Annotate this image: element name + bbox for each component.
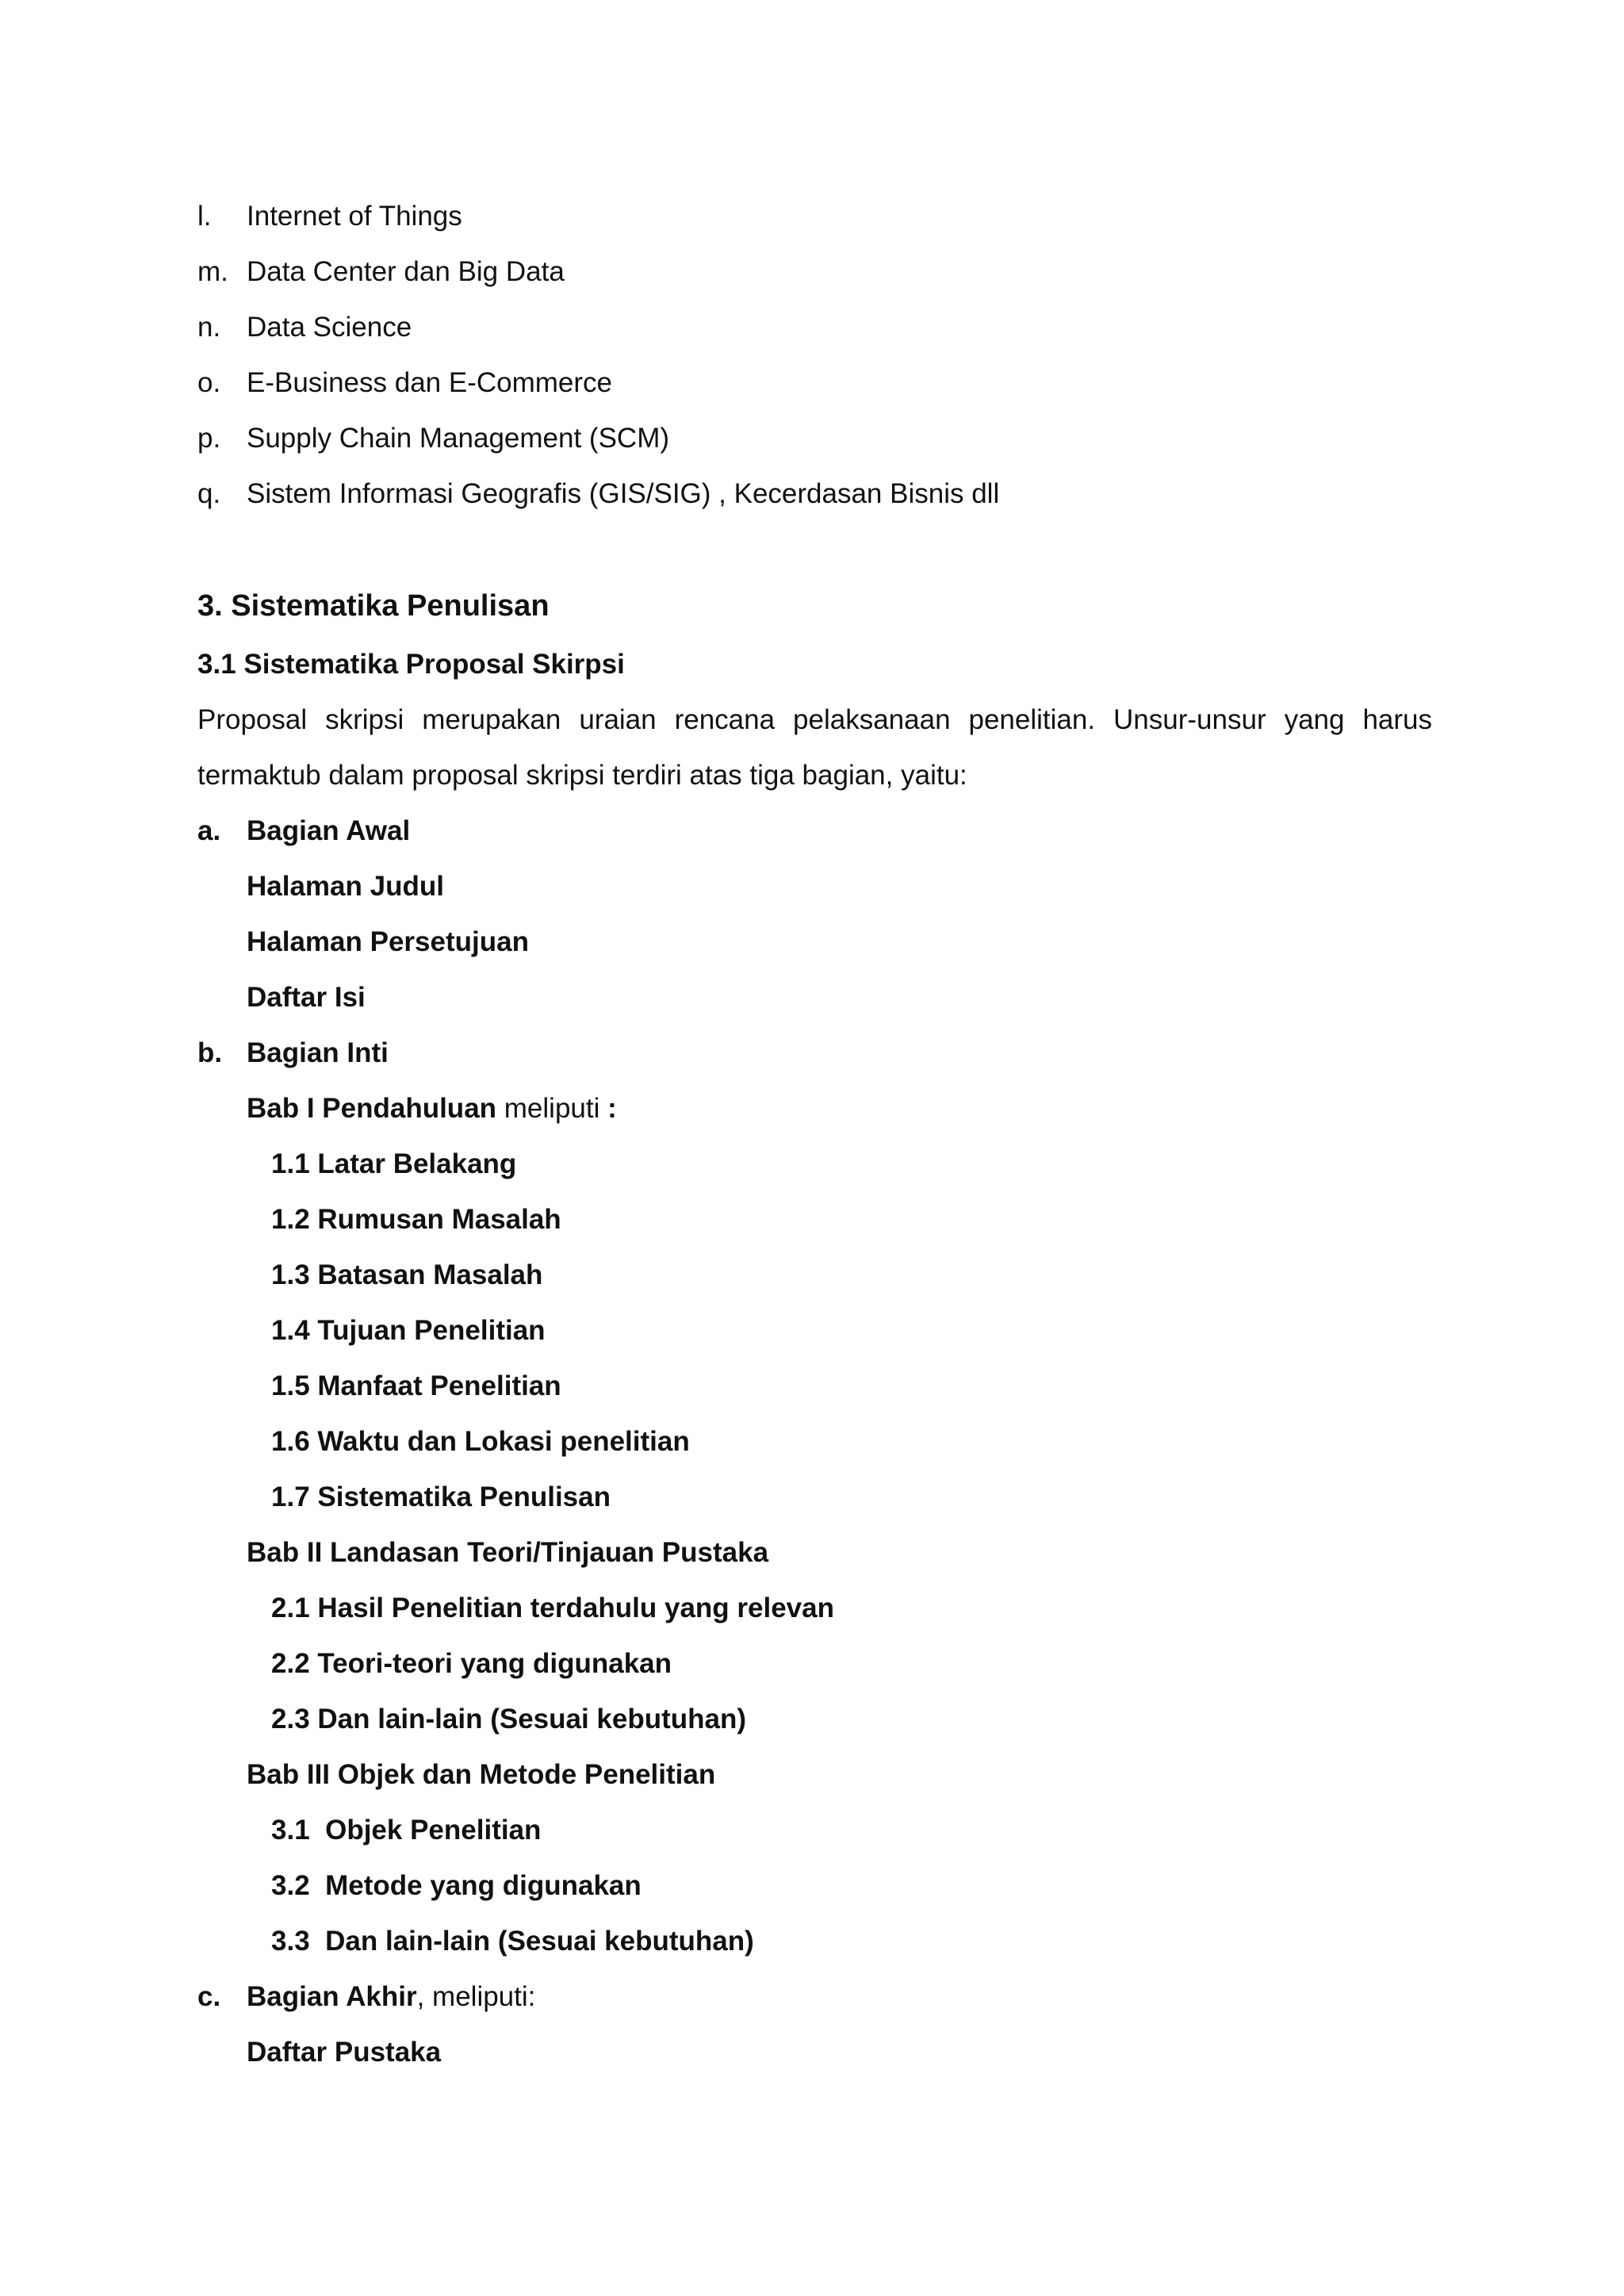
intro-paragraph-line: termaktub dalam proposal skripsi terdiri atas tiga bagian, yaitu: bbox=[197, 760, 967, 791]
list-marker: p. bbox=[197, 423, 221, 454]
list-marker: q. bbox=[197, 478, 221, 509]
subitem-text: 2.2 Teori-teori yang digunakan bbox=[271, 1648, 672, 1679]
subitem-text: 1.6 Waktu dan Lokasi penelitian bbox=[271, 1426, 690, 1457]
list-marker: o. bbox=[197, 367, 221, 398]
subitem-text: 1.1 Latar Belakang bbox=[271, 1148, 517, 1179]
chapter-title: Bab II Landasan Teori/Tinjauan Pustaka bbox=[247, 1537, 769, 1568]
chapter-colon: : bbox=[607, 1093, 617, 1124]
list-marker: m. bbox=[197, 256, 228, 287]
list-item-text: Halaman Judul bbox=[247, 871, 444, 902]
list-marker: a. bbox=[197, 815, 221, 846]
list-item-text: Data Science bbox=[247, 312, 412, 343]
subitem-text: 1.2 Rumusan Masalah bbox=[271, 1204, 561, 1235]
subitem-text: 1.4 Tujuan Penelitian bbox=[271, 1315, 546, 1346]
list-marker: l. bbox=[197, 201, 212, 232]
subitem-text: 3.3 Dan lain-lain (Sesuai kebutuhan) bbox=[271, 1926, 754, 1957]
list-item-text: Internet of Things bbox=[247, 201, 462, 232]
subitem-text: 2.3 Dan lain-lain (Sesuai kebutuhan) bbox=[271, 1704, 747, 1734]
list-marker: b. bbox=[197, 1037, 223, 1068]
subitem-text: 2.1 Hasil Penelitian terdahulu yang relevan bbox=[271, 1593, 834, 1623]
subsection-heading: 3.1 Sistematika Proposal Skirpsi bbox=[197, 649, 625, 680]
subitem-text: 1.7 Sistematika Penulisan bbox=[271, 1481, 611, 1512]
list-item-text: Sistem Informasi Geografis (GIS/SIG) , Kecerdasan Bisnis dll bbox=[247, 478, 1000, 509]
list-marker: c. bbox=[197, 1981, 221, 2012]
list-item-text: Daftar Pustaka bbox=[247, 2037, 442, 2068]
part-title: Bagian Awal bbox=[247, 815, 411, 846]
list-item-text: Supply Chain Management (SCM) bbox=[247, 423, 670, 454]
chapter-title: Bab I Pendahuluan bbox=[247, 1093, 497, 1124]
chapter-suffix: meliputi bbox=[496, 1093, 608, 1124]
intro-paragraph-line: Proposal skripsi merupakan uraian rencana pelaksanaan penelitian. Unsur-unsur yang harus bbox=[197, 704, 1432, 735]
list-item-text: Daftar Isi bbox=[247, 982, 366, 1013]
list-item-text: Data Center dan Big Data bbox=[247, 256, 565, 287]
list-item-text: E-Business dan E-Commerce bbox=[247, 367, 612, 398]
subitem-text: 1.3 Batasan Masalah bbox=[271, 1259, 543, 1290]
section-heading: 3. Sistematika Penulisan bbox=[197, 589, 550, 623]
part-title: Bagian Akhir bbox=[247, 1981, 417, 2012]
list-item-text: Halaman Persetujuan bbox=[247, 926, 529, 957]
part-suffix: , meliputi: bbox=[416, 1981, 536, 2012]
chapter-title: Bab III Objek dan Metode Penelitian bbox=[247, 1759, 716, 1790]
subitem-text: 1.5 Manfaat Penelitian bbox=[271, 1370, 561, 1401]
part-title: Bagian Inti bbox=[247, 1037, 389, 1068]
subitem-text: 3.2 Metode yang digunakan bbox=[271, 1870, 642, 1901]
subitem-text: 3.1 Objek Penelitian bbox=[271, 1815, 542, 1846]
list-marker: n. bbox=[197, 312, 221, 343]
